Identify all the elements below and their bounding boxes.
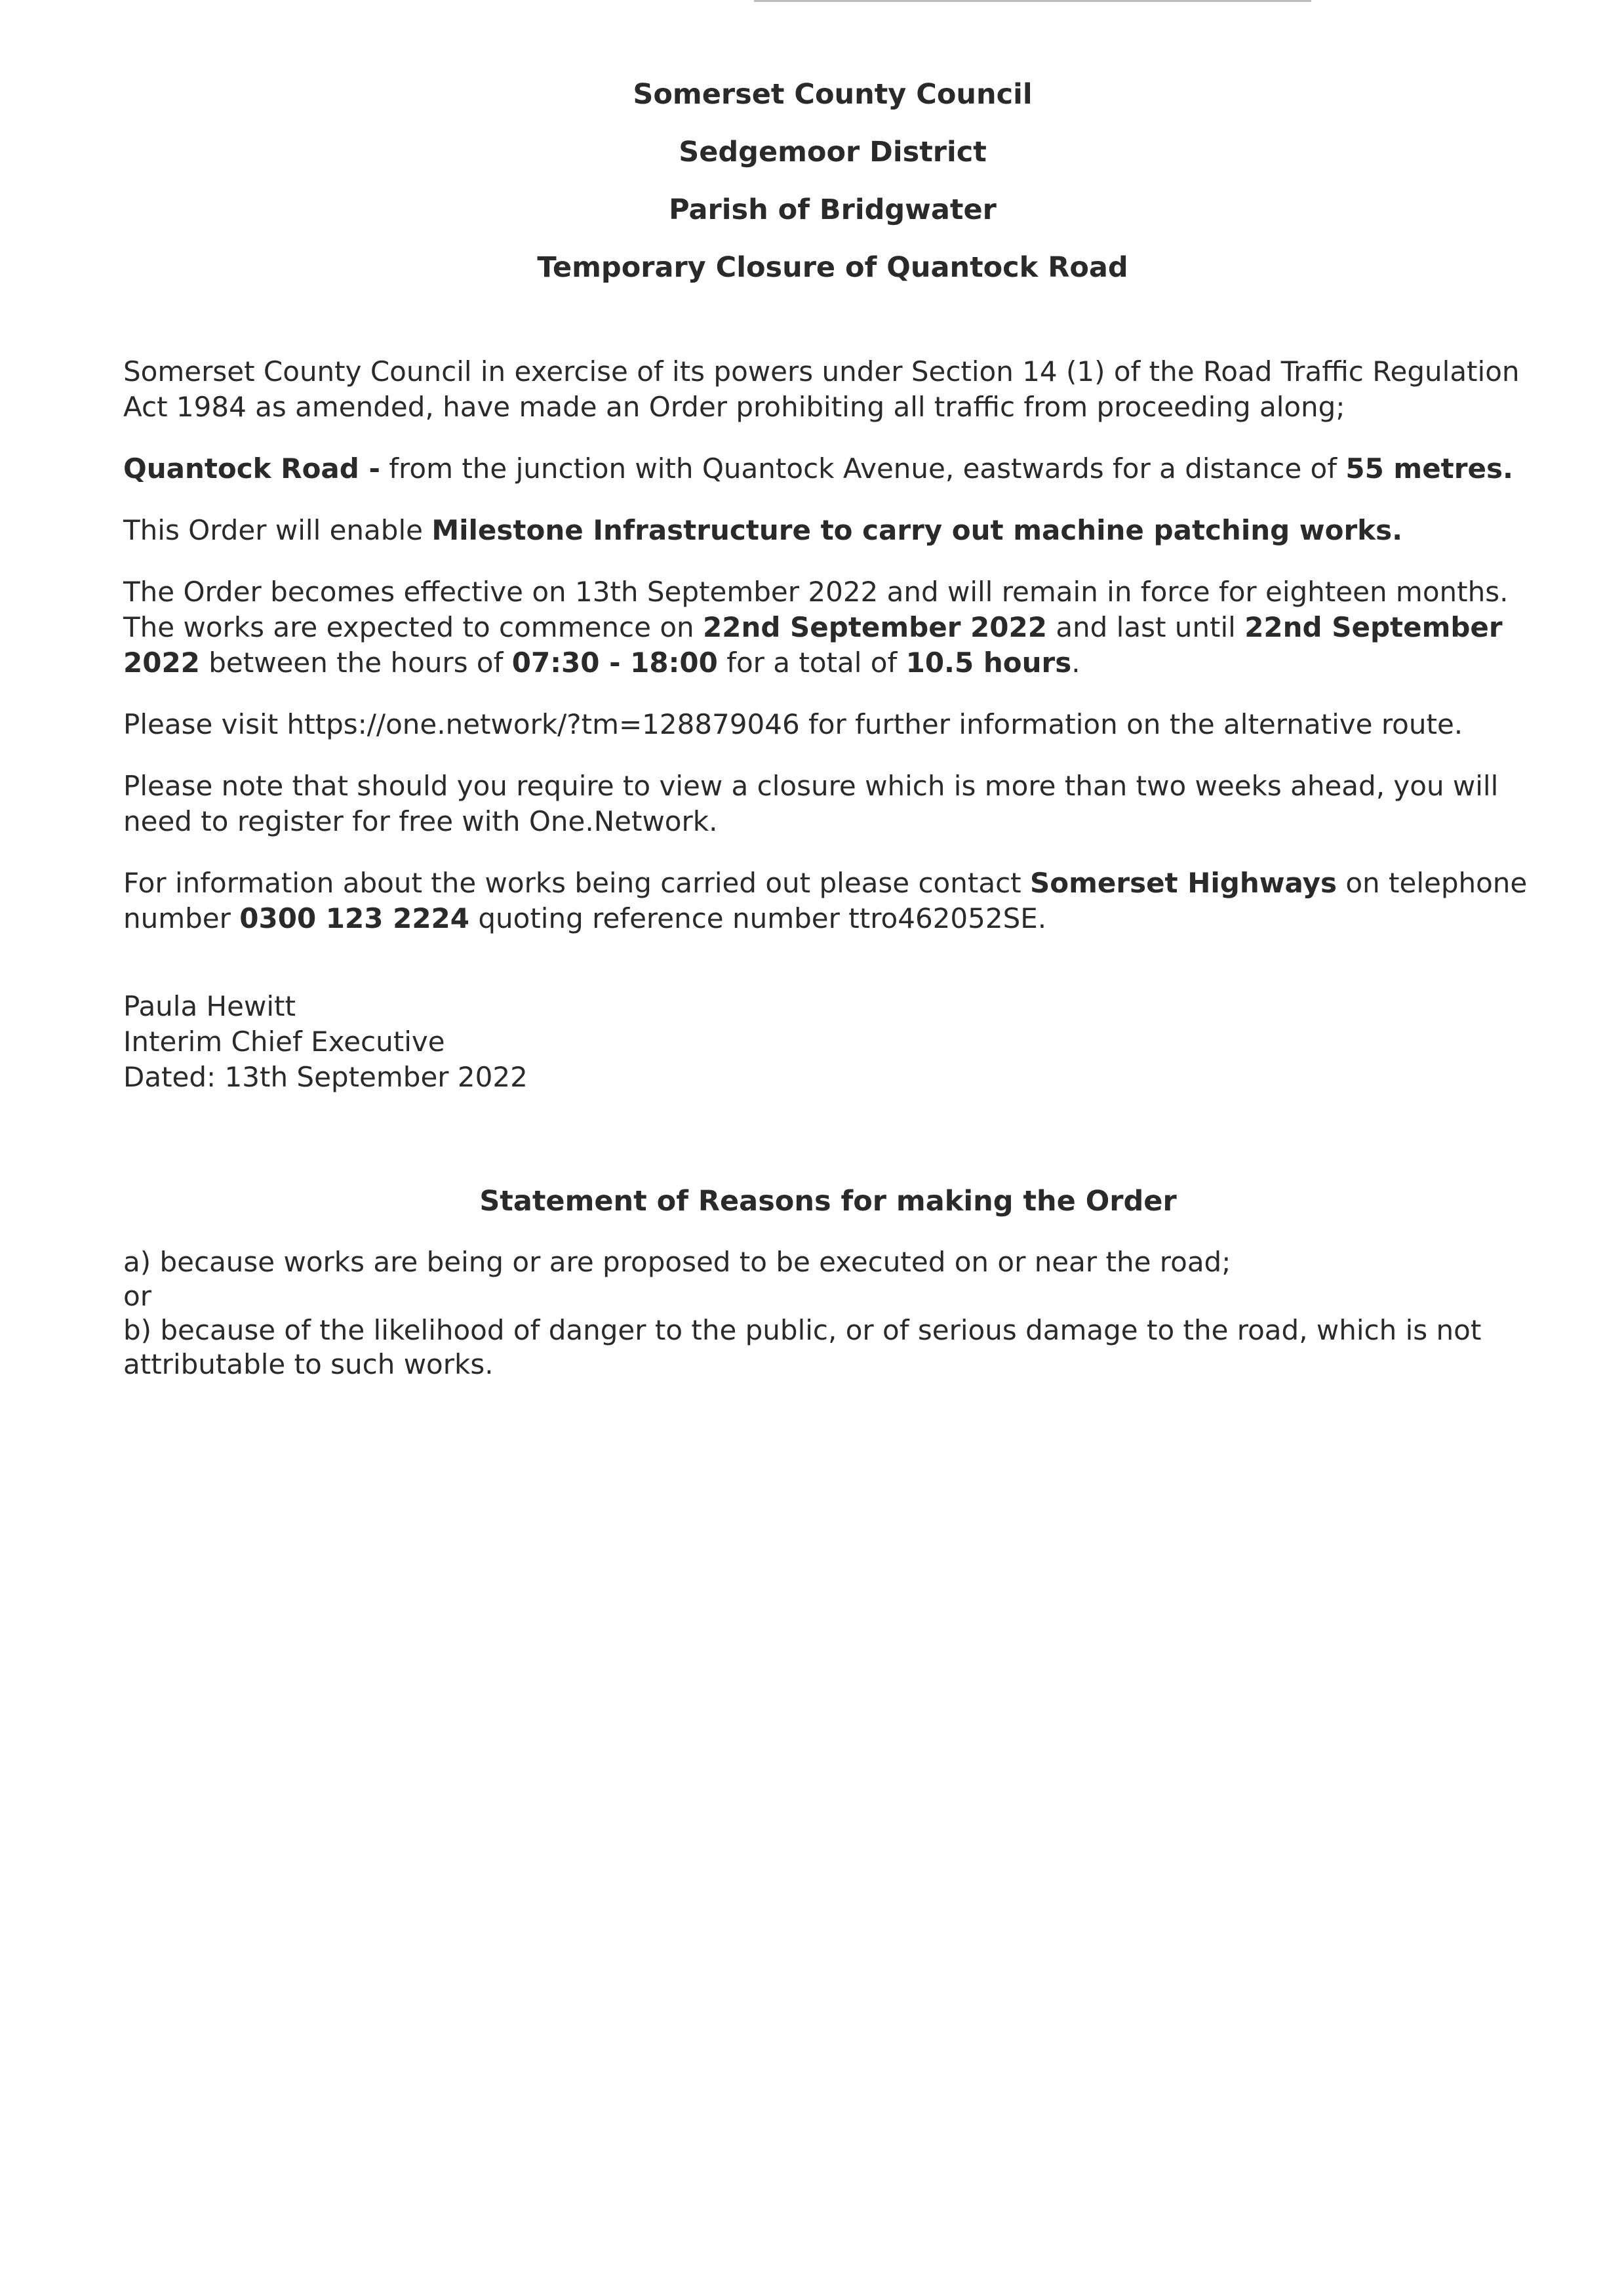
contact-phone: 0300 123 2224 bbox=[239, 902, 469, 934]
reasons-title: Statement of Reasons for making the Order bbox=[479, 1185, 1177, 1218]
district-name: Sedgemoor District bbox=[679, 136, 987, 169]
intro-paragraph: Somerset County Council in exercise of its powers under Section 14 (1) of the Road Traffic Regulation Act 1984 as amended, have made an Order prohibiting all traffic from proceeding along; bbox=[123, 355, 1520, 423]
reasons-list bbox=[123, 1245, 1533, 1382]
effective-mid-1: and last until bbox=[1046, 611, 1245, 643]
enable-paragraph bbox=[123, 513, 1533, 548]
effective-tail: . bbox=[1071, 647, 1080, 679]
parish-name: Parish of Bridgwater bbox=[669, 193, 997, 226]
total-hours: 10.5 hours bbox=[905, 647, 1072, 679]
contact-mid: on telephone number bbox=[123, 867, 1528, 934]
notice-body bbox=[123, 354, 1533, 1382]
reason-b: b) because of the likelihood of danger to the public, or of serious damage to the road, which is not attributable to such works. bbox=[123, 1314, 1482, 1380]
effective-text: The Order becomes effective on 13th September 2022 and will remain in force for eighteen months. The works are expected to commence on bbox=[123, 576, 1509, 643]
road-distance: 55 metres. bbox=[1345, 452, 1513, 485]
contact-paragraph bbox=[123, 866, 1533, 936]
reason-or: or bbox=[123, 1280, 151, 1312]
visit-paragraph: Please visit https://one.network/?tm=128879046 for further information on the alternative route. bbox=[123, 708, 1463, 740]
council-name: Somerset County Council bbox=[633, 78, 1033, 111]
note-paragraph: Please note that should you require to view a closure which is more than two weeks ahead, you will need to register for free with One.Network. bbox=[123, 770, 1499, 837]
scan-edge-line bbox=[754, 0, 1311, 2]
road-description: from the junction with Quantock Avenue, eastwards for a distance of bbox=[380, 452, 1346, 485]
effective-mid-3: for a total of bbox=[717, 647, 906, 679]
effective-mid-2: between the hours of bbox=[199, 647, 512, 679]
reason-a: a) because works are being or are proposed to be executed on or near the road; bbox=[123, 1246, 1231, 1278]
signature-date: Dated: 13th September 2022 bbox=[123, 1061, 528, 1093]
contact-prefix: For information about the works being carried out please contact bbox=[123, 867, 1030, 899]
notice-title: Temporary Closure of Quantock Road bbox=[537, 251, 1128, 284]
signatory-name: Paula Hewitt bbox=[123, 990, 296, 1022]
signature-block bbox=[123, 989, 1533, 1095]
road-name: Quantock Road - bbox=[123, 452, 380, 485]
start-date: 22nd September 2022 bbox=[703, 611, 1047, 643]
document-header bbox=[0, 66, 1624, 296]
contact-tail: quoting reference number ttro462052SE. bbox=[469, 902, 1047, 934]
work-hours: 07:30 - 18:00 bbox=[511, 647, 718, 679]
enable-works: Milestone Infrastructure to carry out machine patching works. bbox=[431, 514, 1403, 546]
road-paragraph bbox=[123, 451, 1533, 487]
effective-paragraph bbox=[123, 574, 1533, 681]
signatory-role: Interim Chief Executive bbox=[123, 1026, 445, 1058]
end-date: 22nd September 2022 bbox=[123, 611, 1503, 679]
contact-org: Somerset Highways bbox=[1030, 867, 1337, 899]
enable-prefix: This Order will enable bbox=[123, 514, 432, 546]
